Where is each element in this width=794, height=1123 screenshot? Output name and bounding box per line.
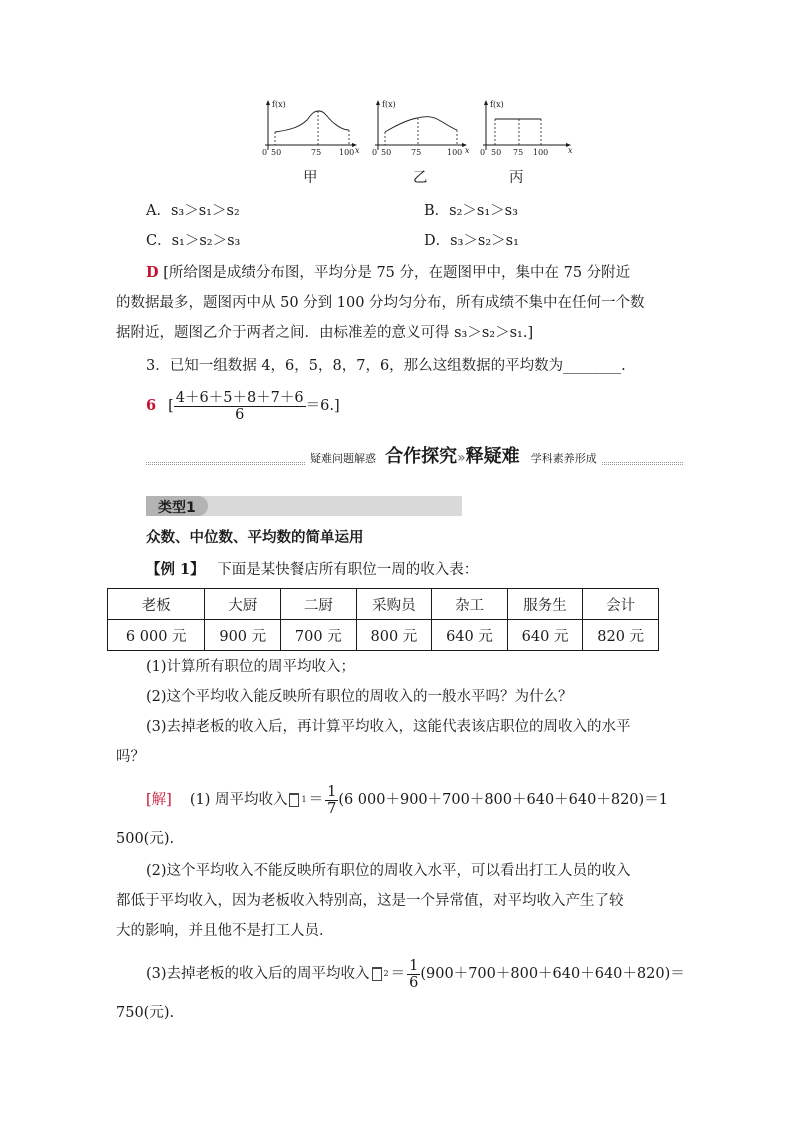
question-3: 3．已知一组数据 4，6，5，8，7，6，那么这组数据的平均数为________. <box>146 358 626 374</box>
graph-yi-origin: 0 <box>372 148 378 157</box>
solution-1-expr: (6 000＋900＋700＋800＋640＋640＋820)＝1 <box>338 792 668 808</box>
solution-3-prefix: (3)去掉老板的收入后的周平均收入 <box>146 966 370 982</box>
answer2-line3: 据附近，题图乙介于两者之间．由标准差的意义可得 s₃＞s₂＞s₁.] <box>116 325 534 341</box>
xbar-icon <box>372 967 382 981</box>
solution-1-cont: 500(元). <box>116 831 175 847</box>
example-intro <box>146 560 478 580</box>
table-header: 采购员 <box>356 589 432 620</box>
graph-jia-tick-50: 50 <box>271 148 282 157</box>
answer3-letter: 6 <box>146 397 157 414</box>
banner-left: 疑难问题解惑 <box>310 452 376 465</box>
solution-3-cont: 750(元). <box>116 1005 175 1021</box>
option-a-text: s₃＞s₁＞s₂ <box>170 203 240 219</box>
table-header: 老板 <box>108 589 205 620</box>
example-text: 下面是某快餐店所有职位一周的收入表： <box>217 562 479 578</box>
graph-yi-xlabel: x <box>465 146 470 155</box>
graph-yi-tick-50: 50 <box>381 148 392 157</box>
question-1: (1)计算所有职位的周平均收入； <box>146 659 356 675</box>
answer3-fraction <box>174 390 306 423</box>
solution-2a: (2)这个平均收入不能反映所有职位的周收入水平，可以看出打工人员的收入 <box>146 863 631 879</box>
graph-yi <box>372 100 470 157</box>
option-c <box>146 231 240 251</box>
table-header: 会计 <box>583 589 659 620</box>
section-banner <box>146 441 683 465</box>
question-3b: 吗？ <box>116 749 145 765</box>
graph-jia <box>262 100 360 157</box>
example-tag: 【例 1】 <box>146 561 205 578</box>
table-header: 服务生 <box>507 589 583 620</box>
answer2-letter: D <box>146 264 159 281</box>
solution-3-expr: (900＋700＋800＋640＋640＋820)＝ <box>420 966 685 982</box>
graph-yi-flabel: f(x) <box>382 100 396 109</box>
solution-1-prefix: (1) 周平均收入 <box>189 792 288 808</box>
graph-caption-yi: 乙 <box>413 170 428 186</box>
distribution-graphs <box>255 98 575 164</box>
graph-bing <box>480 100 573 157</box>
graph-bing-xlabel: x <box>568 146 573 155</box>
table-header: 杂工 <box>432 589 508 620</box>
graph-jia-xlabel: x <box>355 146 360 155</box>
table-cell: 800 元 <box>356 620 432 651</box>
answer3 <box>146 384 340 428</box>
banner-right: 学科素养形成 <box>530 452 597 465</box>
banner-content <box>306 442 601 468</box>
table-header-row <box>108 589 659 620</box>
solution-2b: 都低于平均收入，因为老板收入特别高，这是一个异常值，对平均收入产生了较 <box>116 893 624 909</box>
answer2-line2: 的数据最多，题图丙中从 50 分到 100 分均匀分布，所有成绩不集中在任何一个数 <box>116 295 645 311</box>
graph-yi-tick-75: 75 <box>411 148 422 157</box>
solution-3: (3)去掉老板的收入后的周平均收入 2 ＝ $\frac{1}{6}$ (900＋700＋800＋640＋640＋820)＝ <box>146 957 685 991</box>
type-heading-label: 类型1 <box>158 500 196 516</box>
banner-main: 合作探究 <box>385 446 458 467</box>
graph-yi-tick-100: 100 <box>447 148 463 157</box>
table-cell: 6 000 元 <box>108 620 205 651</box>
option-c-label: C． <box>146 233 172 249</box>
graph-jia-flabel: f(x) <box>272 100 286 109</box>
option-c-text: s₁＞s₂＞s₃ <box>171 233 241 249</box>
answer3-tail: ＝6.] <box>305 398 340 414</box>
graph-bing-tick-75: 75 <box>513 148 524 157</box>
type-heading-bar <box>146 496 462 516</box>
graph-jia-tick-100: 100 <box>339 148 355 157</box>
solution-tag: [解] <box>146 792 172 808</box>
graph-bing-origin: 0 <box>480 148 486 157</box>
banner-main2: 释疑难 <box>465 446 520 467</box>
table-cell: 700 元 <box>281 620 357 651</box>
graph-bing-tick-100: 100 <box>533 148 549 157</box>
table-cell: 820 元 <box>583 620 659 651</box>
option-d <box>424 231 519 251</box>
option-b <box>424 201 518 221</box>
table-header: 大厨 <box>205 589 281 620</box>
graph-bing-tick-50: 50 <box>491 148 502 157</box>
banner-arrow-icon: » <box>457 450 466 466</box>
option-d-text: s₃＞s₂＞s₁ <box>450 233 519 249</box>
option-a-label: A． <box>146 203 171 219</box>
table-cell: 640 元 <box>432 620 508 651</box>
option-a <box>146 201 240 221</box>
question-3a: (3)去掉老板的收入后，再计算平均收入，这能代表该店职位的周收入的水平 <box>146 719 631 735</box>
table-header: 二厨 <box>281 589 357 620</box>
option-d-label: D． <box>424 233 451 249</box>
table-row <box>108 620 659 651</box>
solution-3-num: 1 <box>409 957 419 974</box>
graph-bing-flabel: f(x) <box>490 100 504 109</box>
solution-2c: 大的影响，并且他不是打工人员． <box>116 923 334 939</box>
graph-jia-tick-75: 75 <box>311 148 322 157</box>
xbar-icon <box>289 793 299 807</box>
answer2-text1: [所给图是成绩分布图，平均分是 75 分，在题图甲中，集中在 75 分附近 <box>163 265 631 281</box>
answer2-line1 <box>146 263 630 283</box>
graph-jia-origin: 0 <box>262 148 268 157</box>
solution-1: [解] (1) 周平均收入 1 ＝ $\frac{1}{7}$ (6 000＋900＋700＋800＋640＋640＋820)＝1 <box>146 783 668 817</box>
answer3-numerator: 4＋6＋5＋8＋7＋6 <box>175 389 304 406</box>
solution-1-fraction <box>325 784 338 817</box>
table-cell: 640 元 <box>507 620 583 651</box>
option-b-label: B． <box>424 203 450 219</box>
answer3-denominator: 6 <box>235 406 245 423</box>
option-b-text: s₂＞s₁＞s₃ <box>449 203 518 219</box>
graph-caption-bing: 丙 <box>509 170 524 186</box>
solution-3-den: 6 <box>409 974 419 991</box>
section-title: 众数、中位数、平均数的简单运用 <box>146 529 364 546</box>
question-2: (2)这个平均收入能反映所有职位的周收入的一般水平吗？为什么？ <box>146 689 573 705</box>
solution-1-sub: 1 <box>301 795 307 804</box>
solution-3-sub: 2 <box>383 969 389 978</box>
table-cell: 900 元 <box>205 620 281 651</box>
solution-1-num: 1 <box>327 783 337 800</box>
solution-3-fraction <box>407 958 420 991</box>
solution-1-den: 7 <box>327 800 337 817</box>
answer3-open: [ <box>168 398 174 414</box>
income-table <box>107 588 659 651</box>
graph-caption-jia: 甲 <box>303 170 318 186</box>
